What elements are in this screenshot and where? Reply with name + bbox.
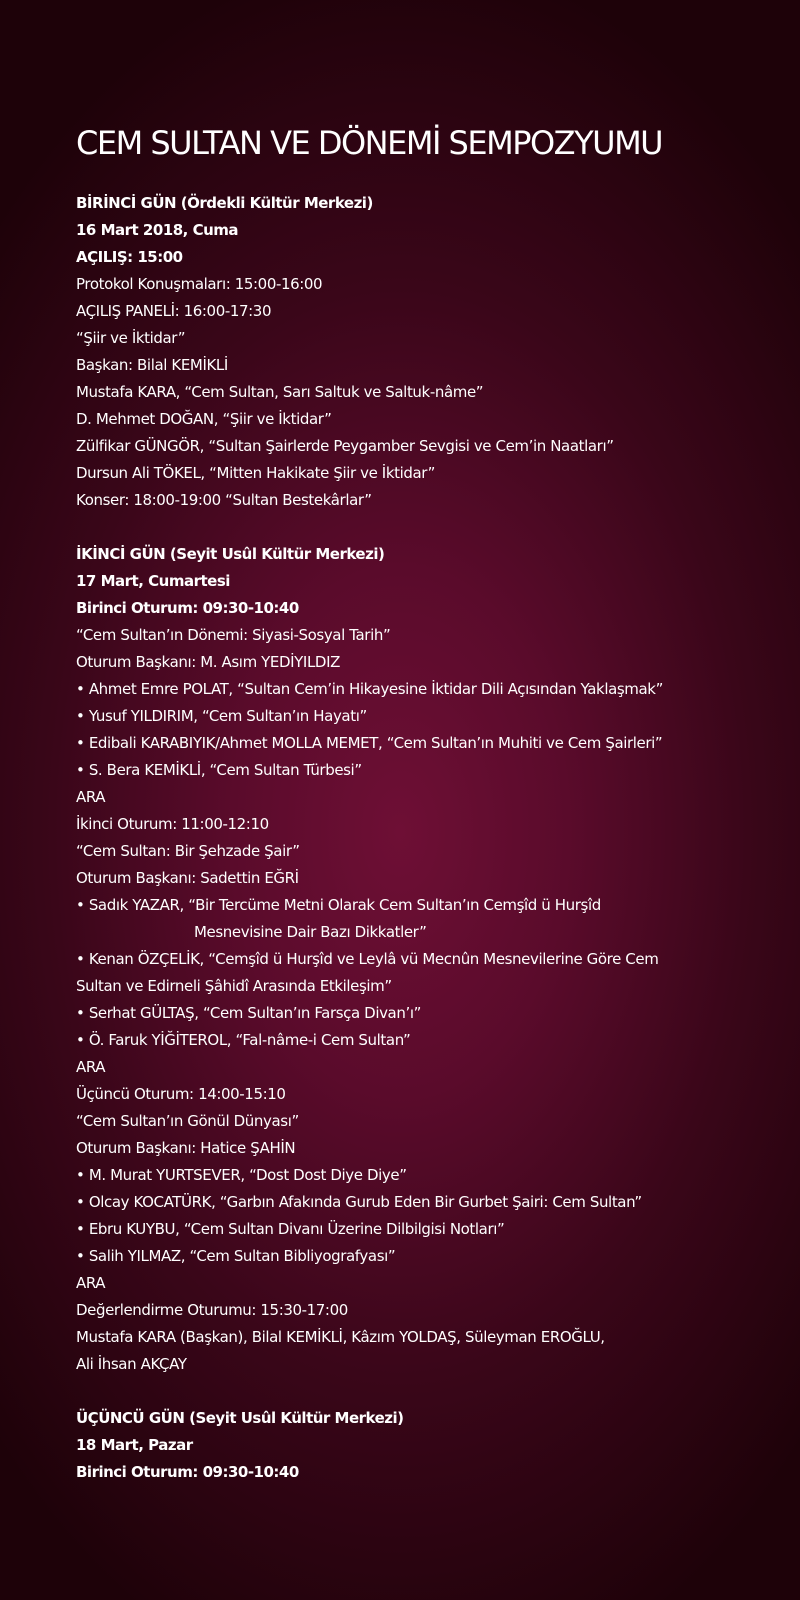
program-line: Değerlendirme Oturumu: 15:30-17:00 — [76, 1301, 348, 1319]
program-line: Mustafa KARA (Başkan), Bilal KEMİKLİ, Kâzım YOLDAŞ, Süleyman EROĞLU, — [76, 1328, 605, 1346]
program-line: • Ahmet Emre POLAT, “Sultan Cem’in Hikayesine İktidar Dili Açısından Yaklaşmak” — [76, 680, 663, 698]
program-content — [76, 190, 776, 1486]
program-line: • S. Bera KEMİKLİ, “Cem Sultan Türbesi” — [76, 761, 362, 779]
program-line: Üçüncü Oturum: 14:00-15:10 — [76, 1085, 286, 1103]
program-line: “Cem Sultan’ın Gönül Dünyası” — [76, 1112, 299, 1130]
program-line: Mustafa KARA, “Cem Sultan, Sarı Saltuk ve Saltuk-nâme” — [76, 383, 484, 401]
program-line: Oturum Başkanı: M. Asım YEDİYILDIZ — [76, 653, 340, 671]
program-line: • Serhat GÜLTAŞ, “Cem Sultan’ın Farsça Divan’ı” — [76, 1004, 421, 1022]
program-line: • Olcay KOCATÜRK, “Garbın Afakında Gurub Eden Bir Gurbet Şairi: Cem Sultan” — [76, 1193, 642, 1211]
program-line: Başkan: Bilal KEMİKLİ — [76, 356, 228, 374]
program-line: Oturum Başkanı: Hatice ŞAHİN — [76, 1139, 296, 1157]
program-line: “Cem Sultan’ın Dönemi: Siyasi-Sosyal Tarih” — [76, 626, 391, 644]
day-1-section — [76, 190, 776, 514]
program-line: ARA — [76, 1058, 106, 1076]
program-line: “Cem Sultan: Bir Şehzade Şair” — [76, 842, 300, 860]
program-line: • Kenan ÖZÇELİK, “Cemşîd ü Hurşîd ve Leylâ vü Mecnûn Mesnevilerine Göre Cem — [76, 950, 659, 968]
program-line: Ali İhsan AKÇAY — [76, 1355, 187, 1373]
program-line: “Şiir ve İktidar” — [76, 329, 186, 347]
program-line-continuation: Mesnevisine Dair Bazı Dikkatler” — [194, 923, 427, 941]
program-line: Protokol Konuşmaları: 15:00-16:00 — [76, 275, 323, 293]
day-3-date: 18 Mart, Pazar — [76, 1436, 193, 1454]
program-line: Sultan ve Edirneli Şâhidî Arasında Etkileşim” — [76, 977, 392, 995]
program-line: Konser: 18:00-19:00 “Sultan Bestekârlar” — [76, 491, 372, 509]
day-1-opening: AÇILIŞ: 15:00 — [76, 248, 183, 266]
day-1-date: 16 Mart 2018, Cuma — [76, 221, 239, 239]
page-title: CEM SULTAN VE DÖNEMİ SEMPOZYUMU — [76, 124, 663, 162]
day-2-section — [76, 541, 776, 1378]
program-line: ARA — [76, 788, 106, 806]
day-2-date: 17 Mart, Cumartesi — [76, 572, 230, 590]
program-line: • Ebru KUYBU, “Cem Sultan Divanı Üzerine Dilbilgisi Notları” — [76, 1220, 505, 1238]
program-line: İkinci Oturum: 11:00-12:10 — [76, 815, 269, 833]
program-line: ARA — [76, 1274, 106, 1292]
program-line: • Salih YILMAZ, “Cem Sultan Bibliyografyası” — [76, 1247, 396, 1265]
program-line: • Sadık YAZAR, “Bir Tercüme Metni Olarak Cem Sultan’ın Cemşîd ü Hurşîd — [76, 896, 601, 914]
day-1-header: BİRİNCİ GÜN (Ördekli Kültür Merkezi) — [76, 194, 373, 212]
program-line: Oturum Başkanı: Sadettin EĞRİ — [76, 869, 299, 887]
program-line: • Ö. Faruk YİĞİTEROL, “Fal-nâme-i Cem Sultan” — [76, 1031, 411, 1049]
day-3-header: ÜÇÜNCÜ GÜN (Seyit Usûl Kültür Merkezi) — [76, 1409, 404, 1427]
program-line: AÇILIŞ PANELİ: 16:00-17:30 — [76, 302, 272, 320]
section-spacer — [76, 1378, 776, 1405]
program-line: • Edibali KARABIYIK/Ahmet MOLLA MEMET, “Cem Sultan’ın Muhiti ve Cem Şairleri” — [76, 734, 663, 752]
program-line: Dursun Ali TÖKEL, “Mitten Hakikate Şiir ve İktidar” — [76, 464, 436, 482]
day-2-session-1-title: Birinci Oturum: 09:30-10:40 — [76, 599, 299, 617]
program-line: • M. Murat YURTSEVER, “Dost Dost Diye Diye” — [76, 1166, 407, 1184]
day-3-section — [76, 1405, 776, 1486]
day-3-session-1-title: Birinci Oturum: 09:30-10:40 — [76, 1463, 299, 1481]
section-spacer — [76, 514, 776, 541]
program-line: D. Mehmet DOĞAN, “Şiir ve İktidar” — [76, 410, 332, 428]
program-line: Zülfikar GÜNGÖR, “Sultan Şairlerde Peygamber Sevgisi ve Cem’in Naatları” — [76, 437, 614, 455]
day-2-header: İKİNCİ GÜN (Seyit Usûl Kültür Merkezi) — [76, 545, 385, 563]
program-line: • Yusuf YILDIRIM, “Cem Sultan’ın Hayatı” — [76, 707, 367, 725]
